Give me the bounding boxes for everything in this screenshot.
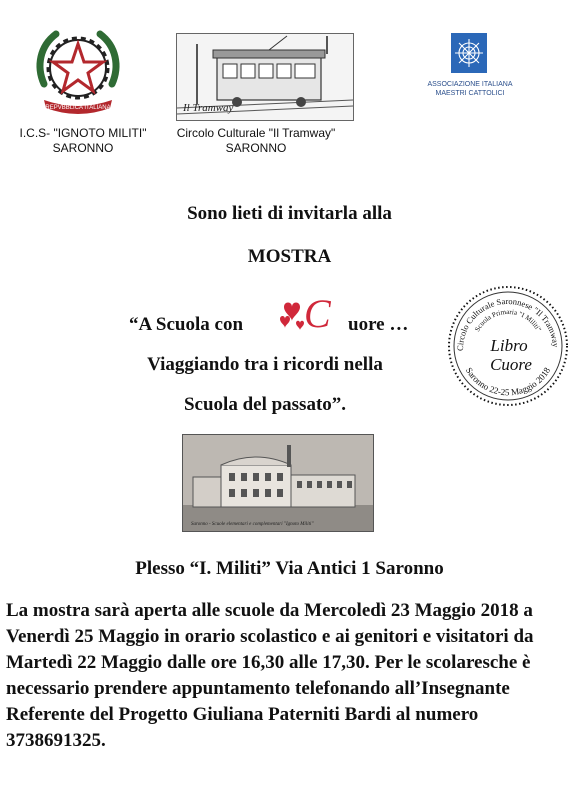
- tram-caption: Il Tramway: [183, 102, 234, 114]
- tramway-logo: [176, 33, 354, 121]
- aimc-name: ASSOCIAZIONE ITALIANA MAESTRI CATTOLICI: [427, 81, 513, 97]
- venue-address: Plesso “I. Militi” Via Antici 1 Saronno: [135, 558, 444, 579]
- hearts-c-icon: [274, 293, 348, 333]
- title-part1: “A Scuola con: [129, 314, 244, 335]
- school-photo: [182, 434, 374, 532]
- title-part2: uore …: [348, 314, 409, 335]
- circolo-name: Circolo Culturale "Il Tramway": [176, 126, 336, 140]
- stamp-center-line1: Libro: [490, 336, 528, 355]
- svg-text:REPVBBLICA ITALIANA: REPVBBLICA ITALIANA: [45, 105, 111, 111]
- circolo-city: SARONNO: [225, 141, 287, 155]
- school-name: I.C.S- "IGNOTO MILITI": [19, 126, 147, 140]
- heart-letter: C: [304, 293, 331, 333]
- intro-text: Sono lieti di invitarla alla: [187, 203, 392, 224]
- stamp-ring-top: Circolo Culturale Saronnese "Il Tramway: [454, 295, 562, 352]
- circolo-label: [168, 126, 344, 156]
- school-building-icon: [183, 435, 373, 531]
- stamp-ring-inner: Scuola Primaria "I Militi": [473, 307, 543, 334]
- exhibition-details: La mostra sarà aperta alle scuole da Mercoledì 23 Maggio 2018 a Venerdì 25 Maggio in orario scolastico e ai genitori e visitatori da Martedì 22 Maggio dalle ore 16,30 alle 17,30. Per le scolaresche è necessario prendere appuntamento telefonando all’Insegnante Referente del Progetto Giuliana Paterniti Bardi al numero 3738691325.: [6, 600, 534, 751]
- title-line3: Scuola del passato”.: [183, 394, 347, 415]
- stamp-center-line2: Cuore: [490, 355, 532, 374]
- school-label: [8, 126, 158, 156]
- title-line2: Viaggiando tra i ricordi nella: [147, 354, 383, 375]
- school-city: SARONNO: [52, 141, 114, 155]
- aimc-logo-icon: [451, 33, 487, 73]
- libro-cuore-stamp: [445, 283, 571, 409]
- photo-caption: Saronno - Scuole elementari e complementari "Ignoto Militi": [191, 522, 314, 527]
- stamp-ring-bottom: Saronno 22-25 Maggio 2018: [463, 365, 553, 398]
- republic-emblem-icon: [30, 22, 126, 118]
- exhibition-heading: MOSTRA: [247, 246, 332, 267]
